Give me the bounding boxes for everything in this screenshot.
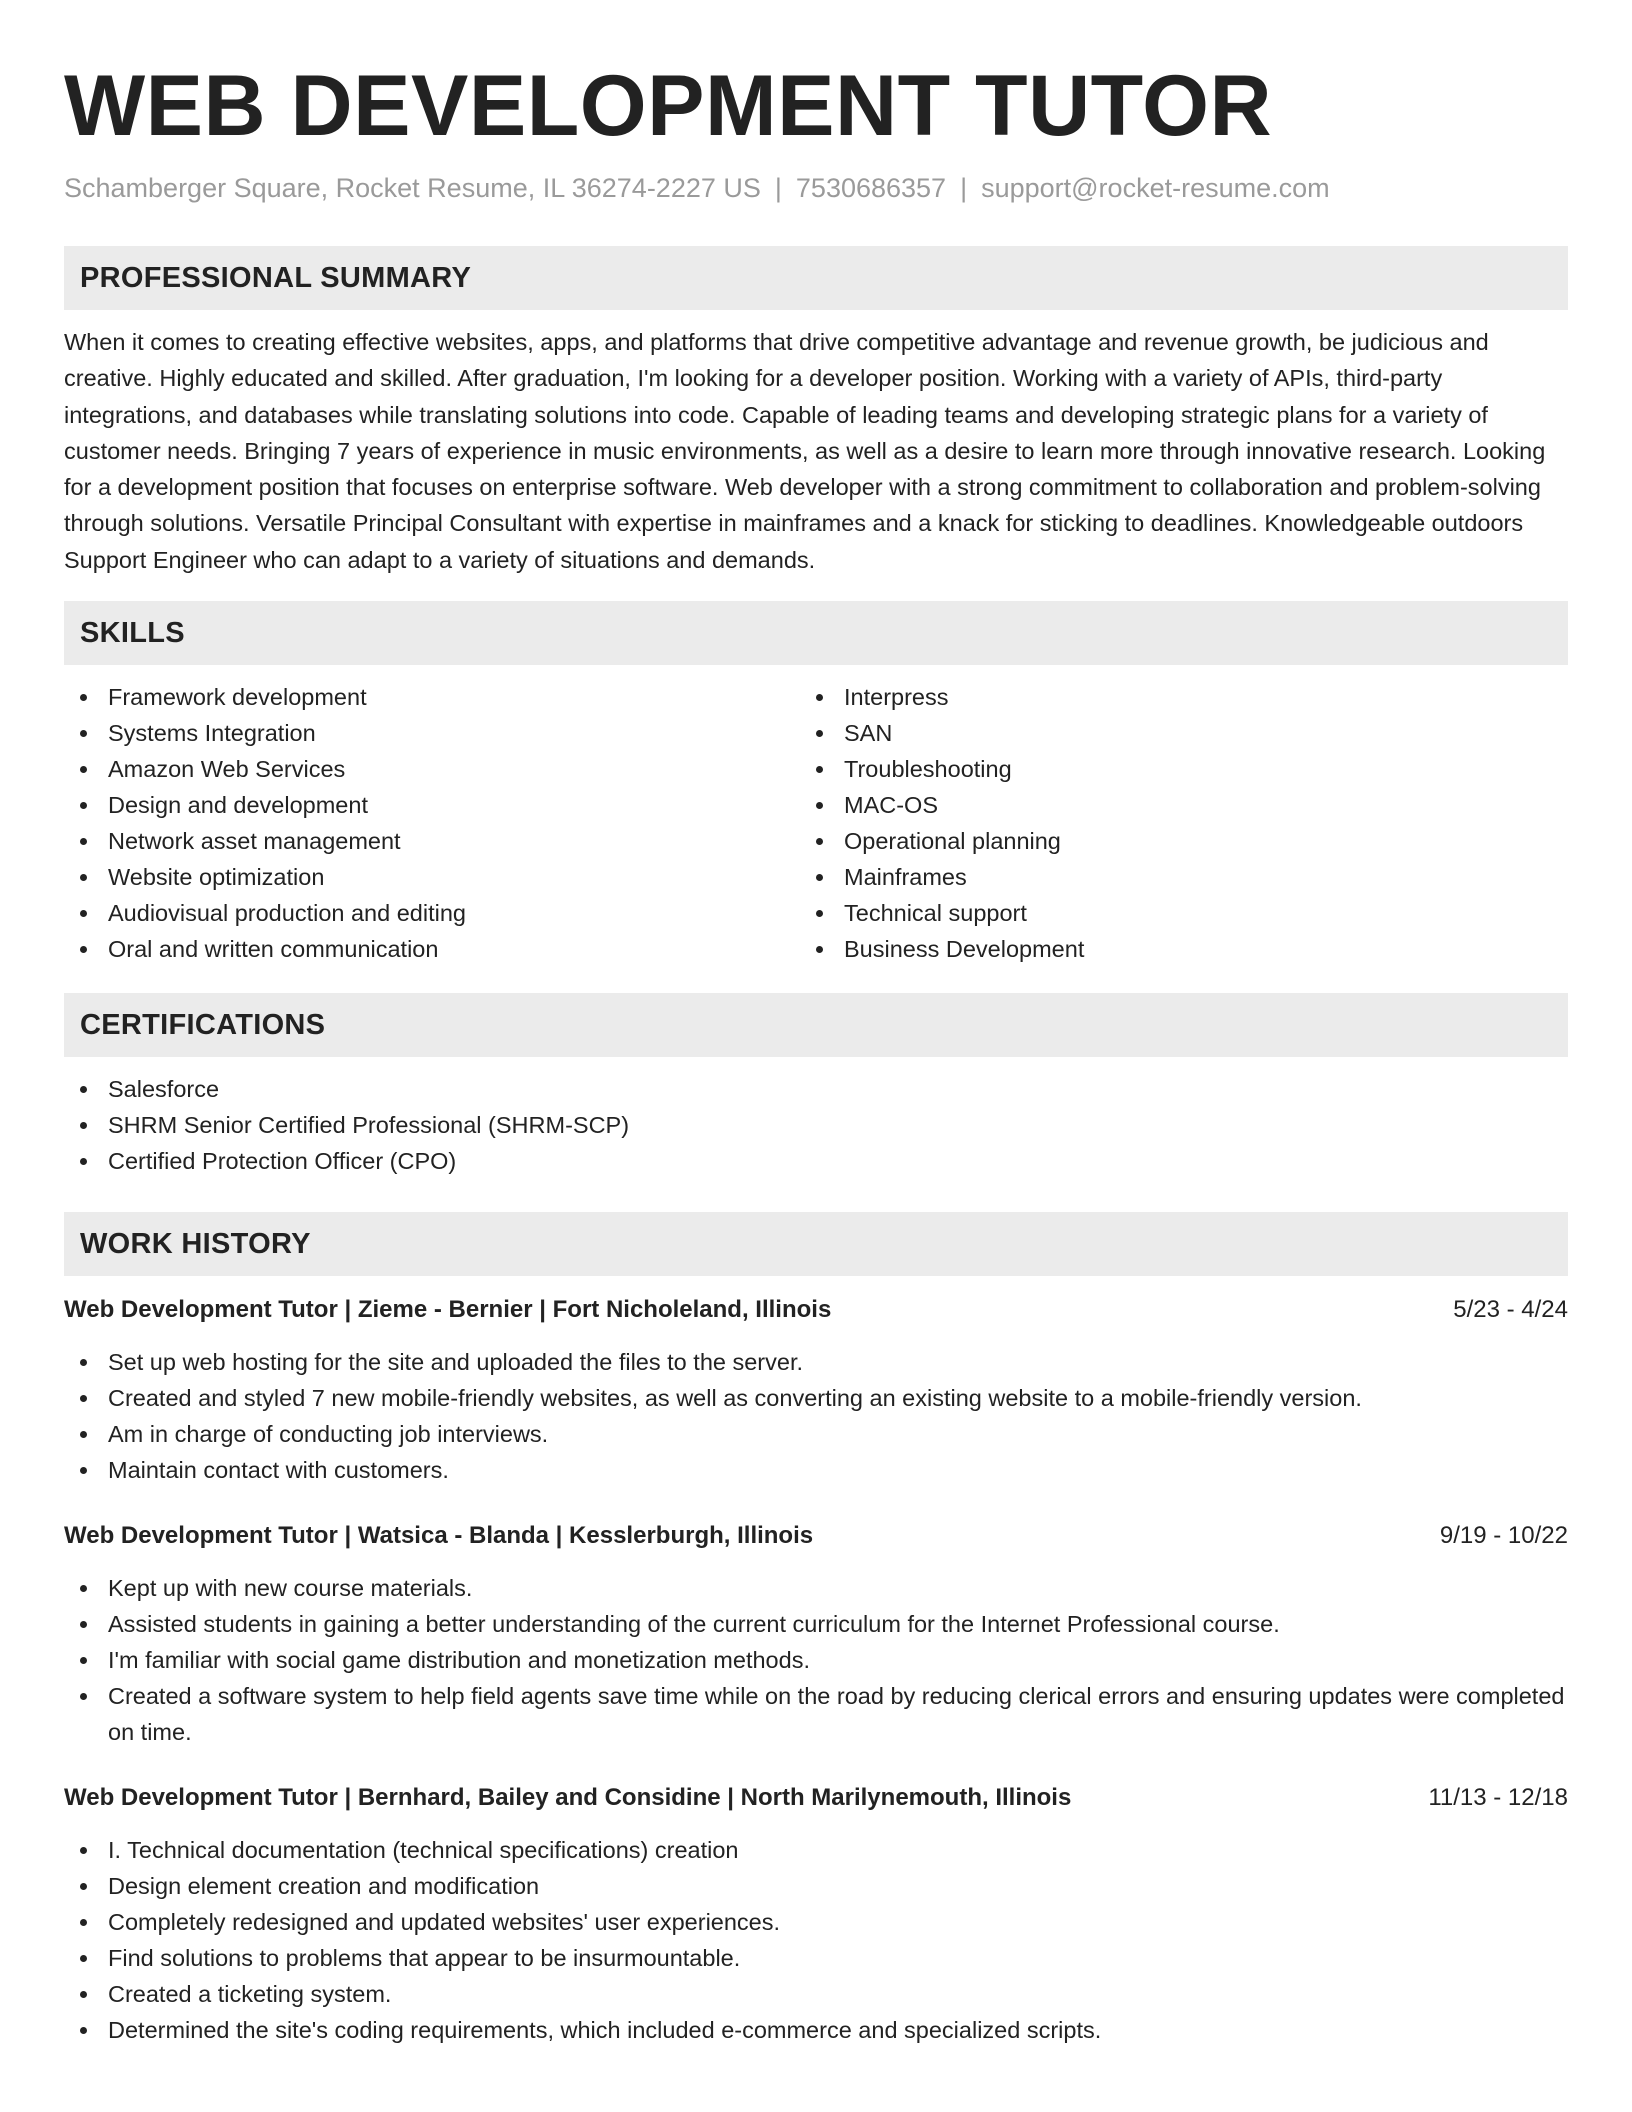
job-header [64,1292,1568,1328]
certifications-heading: CERTIFICATIONS [64,993,1568,1057]
job-title: Web Development Tutor | Watsica - Blanda | Kesslerburgh, Illinois [64,1522,814,1550]
skill-item: Systems Integration [64,715,800,751]
job-duties [64,1832,1568,2048]
skills-list [64,679,1568,967]
job-duty-item: Am in charge of conducting job interviews. [64,1416,1568,1452]
skill-item: Network asset management [64,823,800,859]
skill-item: SAN [800,715,1536,751]
contact-separator: | [960,173,968,203]
job-header [64,1780,1568,1816]
job-entry [64,1292,1568,1488]
contact-separator: | [774,173,782,203]
job-duty-item: Created and styled 7 new mobile-friendly websites, as well as converting an existing website to a mobile-friendly version. [64,1380,1568,1416]
job-dates: 11/13 - 12/18 [1428,1784,1568,1812]
job-duty-item: I'm familiar with social game distribution and monetization methods. [64,1642,1568,1678]
job-header [64,1518,1568,1554]
job-duty-item: Find solutions to problems that appear to be insurmountable. [64,1940,1568,1976]
summary-heading: PROFESSIONAL SUMMARY [64,246,1568,310]
certification-item: Certified Protection Officer (CPO) [64,1143,1568,1179]
skill-item: Troubleshooting [800,751,1536,787]
summary-text: When it comes to creating effective websites, apps, and platforms that drive competitive advantage and revenue growth, be judicious and creative. Highly educated and skilled. After graduation, I'm looking for a developer position. Working with a variety of APIs, third-party integrations, and databases while translating solutions into code. Capable of leading teams and developing strategic plans for a variety of customer needs. Bringing 7 years of experience in music environments, as well as a desire to learn more through innovative research. Looking for a development position that focuses on enterprise software. Web developer with a strong commitment to collaboration and problem-solving through solutions. Versatile Principal Consultant with expertise in mainframes and a knack for sticking to deadlines. Knowledgeable outdoors Support Engineer who can adapt to a variety of situations and demands. [64,329,1546,573]
job-duties [64,1570,1568,1750]
skill-item: Oral and written communication [64,931,800,967]
contact-email: support@rocket-resume.com [981,173,1330,203]
job-duty-item: Created a software system to help field agents save time while on the road by reducing clerical errors and ensuring updates were completed on time. [64,1678,1568,1750]
skill-item: Website optimization [64,859,800,895]
job-duty-item: Maintain contact with customers. [64,1452,1568,1488]
candidate-name: WEB DEVELOPMENT TUTOR [64,58,1273,154]
certification-item: SHRM Senior Certified Professional (SHRM-SCP) [64,1107,1568,1143]
job-duties [64,1344,1568,1488]
job-title: Web Development Tutor | Bernhard, Bailey and Considine | North Marilynemouth, Illinois [64,1784,1072,1812]
job-title: Web Development Tutor | Zieme - Bernier | Fort Nicholeland, Illinois [64,1296,832,1324]
contact-address: Schamberger Square, Rocket Resume, IL 36274-2227 US [64,173,761,203]
skill-item: Amazon Web Services [64,751,800,787]
contact-line [64,168,1568,208]
job-entry [64,1518,1568,1750]
job-duty-item: Determined the site's coding requirements, which included e-commerce and specialized scripts. [64,2012,1568,2048]
skill-item: Operational planning [800,823,1536,859]
job-duty-item: Completely redesigned and updated websites' user experiences. [64,1904,1568,1940]
skill-item: Business Development [800,931,1536,967]
skills-column-right [800,679,1536,967]
job-dates: 9/19 - 10/22 [1439,1522,1568,1550]
skill-item: Technical support [800,895,1536,931]
job-duty-item: Design element creation and modification [64,1868,1568,1904]
skills-column-left [64,679,800,967]
skill-item: Interpress [800,679,1536,715]
work-history-heading: WORK HISTORY [64,1212,1568,1276]
skill-item: Design and development [64,787,800,823]
job-dates: 5/23 - 4/24 [1453,1296,1568,1324]
skill-item: Audiovisual production and editing [64,895,800,931]
job-duty-item: Created a ticketing system. [64,1976,1568,2012]
skill-item: Mainframes [800,859,1536,895]
skill-item: Framework development [64,679,800,715]
job-duty-item: I. Technical documentation (technical specifications) creation [64,1832,1568,1868]
certification-item: Salesforce [64,1071,1568,1107]
job-entry [64,1780,1568,2048]
job-duty-item: Set up web hosting for the site and uploaded the files to the server. [64,1344,1568,1380]
contact-phone: 7530686357 [795,173,947,203]
job-duty-item: Kept up with new course materials. [64,1570,1568,1606]
skills-heading: SKILLS [64,601,1568,665]
certifications-list [64,1071,1568,1179]
job-duty-item: Assisted students in gaining a better understanding of the current curriculum for the Internet Professional course. [64,1606,1568,1642]
skill-item: MAC-OS [800,787,1536,823]
